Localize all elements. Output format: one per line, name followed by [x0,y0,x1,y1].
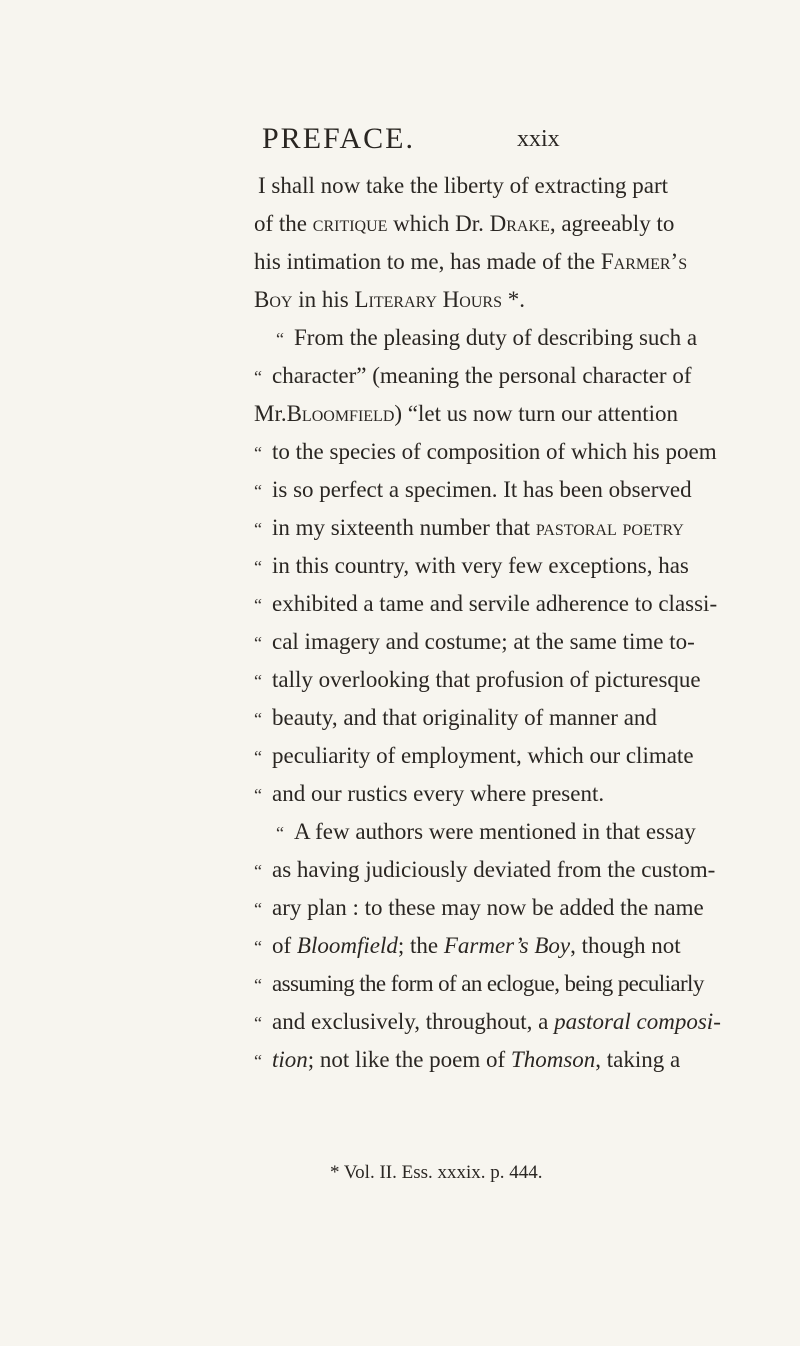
running-head-title: PREFACE. [262,122,415,155]
running-head [240,122,720,162]
text-line-6: “ character” (meaning the personal character of [254,363,692,388]
text-line-23: “ and exclusively, throughout, a pastoral composi- [254,1009,721,1034]
text-line-19: “ as having judiciously deviated from the custom- [254,857,716,882]
text-line-2: of the critique which Dr. Drake, agreeably to [254,211,675,236]
text-line-8: “ to the species of composition of which his poem [254,439,717,464]
text-line-15: “ beauty, and that originality of manner and [254,705,657,730]
text-line-21: “ of Bloomfield; the Farmer’s Boy, though not [254,933,681,958]
text-line-9: “ is so perfect a specimen. It has been observed [254,477,692,502]
text-line-17: “ and our rustics every where present. [254,781,605,806]
text-line-14: “ tally overlooking that profusion of picturesque [254,667,701,692]
text-line-12: “ exhibited a tame and servile adherence to classi- [254,591,718,616]
text-line-10: “ in my sixteenth number that pastoral poetry [254,515,684,540]
text-line-22: “ assuming the form of an eclogue, being peculiarly [254,971,704,996]
text-line-24: “ tion; not like the poem of Thomson, taking a [254,1047,681,1072]
text-line-13: “ cal imagery and costume; at the same time to- [254,629,695,654]
text-line-18: “ A few authors were mentioned in that essay [276,819,696,844]
text-line-20: “ ary plan : to these may now be added the name [254,895,704,920]
text-line-3: his intimation to me, has made of the Farmer’s [254,249,688,274]
text-line-5: “ From the pleasing duty of describing such a [276,325,698,350]
text-line-16: “ peculiarity of employment, which our climate [254,743,694,768]
page-number: xxix [517,126,560,152]
text-line-7: Mr.Bloomfield) “let us now turn our attention [254,401,678,426]
text-line-1: I shall now take the liberty of extracting part [258,173,669,198]
footnote: * Vol. II. Ess. xxxix. p. 444. [330,1162,543,1183]
text-line-11: “ in this country, with very few exceptions, has [254,553,689,578]
text-line-4: Boy in his Literary Hours *. [254,287,525,312]
